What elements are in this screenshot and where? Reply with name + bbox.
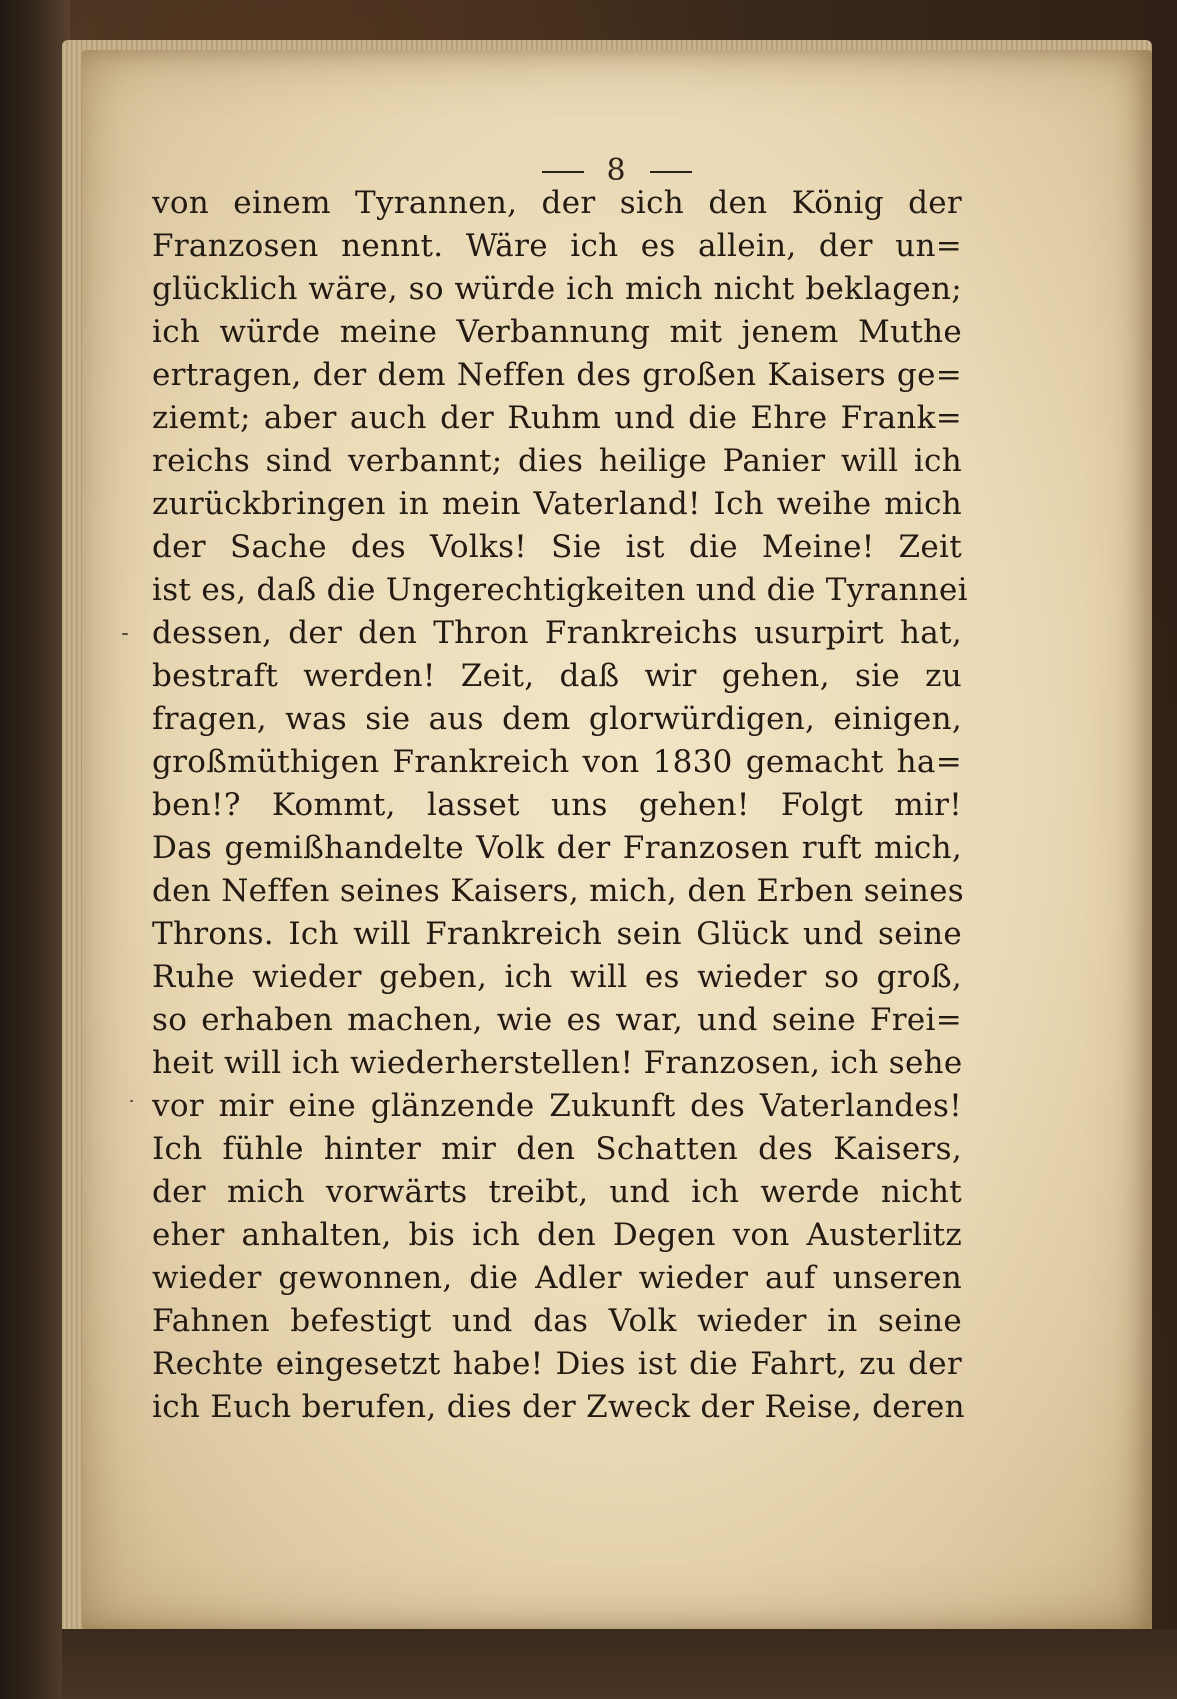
text-line: Ruhe wieder geben, ich will es wieder so groß, — [152, 959, 962, 995]
text-line: eher anhalten, bis ich den Degen von Austerlitz — [152, 1217, 962, 1253]
text-line: zurückbringen in mein Vaterland! Ich weihe mich — [152, 486, 962, 522]
text-line: Throns. Ich will Frankreich sein Glück und seine — [152, 916, 962, 952]
text-line: großmüthigen Frankreich von 1830 gemacht ha= — [152, 744, 962, 780]
text-line: vor mir eine glänzende Zukunft des Vaterlandes! — [152, 1088, 962, 1124]
text-line: ben!? Kommt, lasset uns gehen! Folgt mir! — [152, 787, 962, 823]
text-line: der Sache des Volks! Sie ist die Meine! Zeit — [152, 529, 962, 565]
text-line: bestraft werden! Zeit, daß wir gehen, sie zu — [152, 658, 962, 694]
text-line: den Neffen seines Kaisers, mich, den Erben seines — [152, 873, 964, 909]
text-line: von einem Tyrannen, der sich den König der — [152, 185, 962, 221]
text-line: dessen, der den Thron Frankreichs usurpirt hat, — [152, 615, 962, 651]
ink-speck — [130, 1100, 133, 1102]
left-dash — [542, 171, 584, 173]
text-line: so erhaben machen, wie es war, und seine Frei= — [152, 1002, 962, 1038]
text-line: Das gemißhandelte Volk der Franzosen ruft mich, — [152, 830, 962, 866]
text-line: heit will ich wiederherstellen! Franzosen, ich sehe — [152, 1045, 963, 1081]
book-binding — [0, 0, 70, 1699]
ink-speck — [122, 633, 128, 635]
text-line: ich würde meine Verbannung mit jenem Muthe — [152, 314, 962, 350]
text-line: der mich vorwärts treibt, und ich werde nicht — [152, 1174, 962, 1210]
page-number: 8 — [606, 153, 628, 188]
text-line: Ich fühle hinter mir den Schatten des Kaisers, — [152, 1131, 962, 1167]
text-line: ich Euch berufen, dies der Zweck der Reise, deren — [152, 1389, 965, 1425]
text-line: ist es, daß die Ungerechtigkeiten und die Tyrannei — [152, 572, 968, 608]
text-line: reichs sind verbannt; dies heilige Panier will ich — [152, 443, 962, 479]
book-bottom-edge — [62, 1629, 1177, 1699]
text-line: ertragen, der dem Neffen des großen Kaisers ge= — [152, 357, 962, 393]
text-line: ziemt; aber auch der Ruhm und die Ehre Frank= — [152, 400, 962, 436]
text-line: glücklich wäre, so würde ich mich nicht beklagen; — [152, 271, 962, 307]
text-line: Fahnen befestigt und das Volk wieder in seine — [152, 1303, 962, 1339]
body-text — [152, 182, 968, 1429]
text-line: fragen, was sie aus dem glorwürdigen, einigen, — [152, 701, 962, 737]
right-dash — [650, 171, 692, 173]
text-line: wieder gewonnen, die Adler wieder auf unseren — [152, 1260, 962, 1296]
text-line: Rechte eingesetzt habe! Dies ist die Fahrt, zu der — [152, 1346, 962, 1382]
text-line: Franzosen nennt. Wäre ich es allein, der un= — [152, 228, 962, 264]
